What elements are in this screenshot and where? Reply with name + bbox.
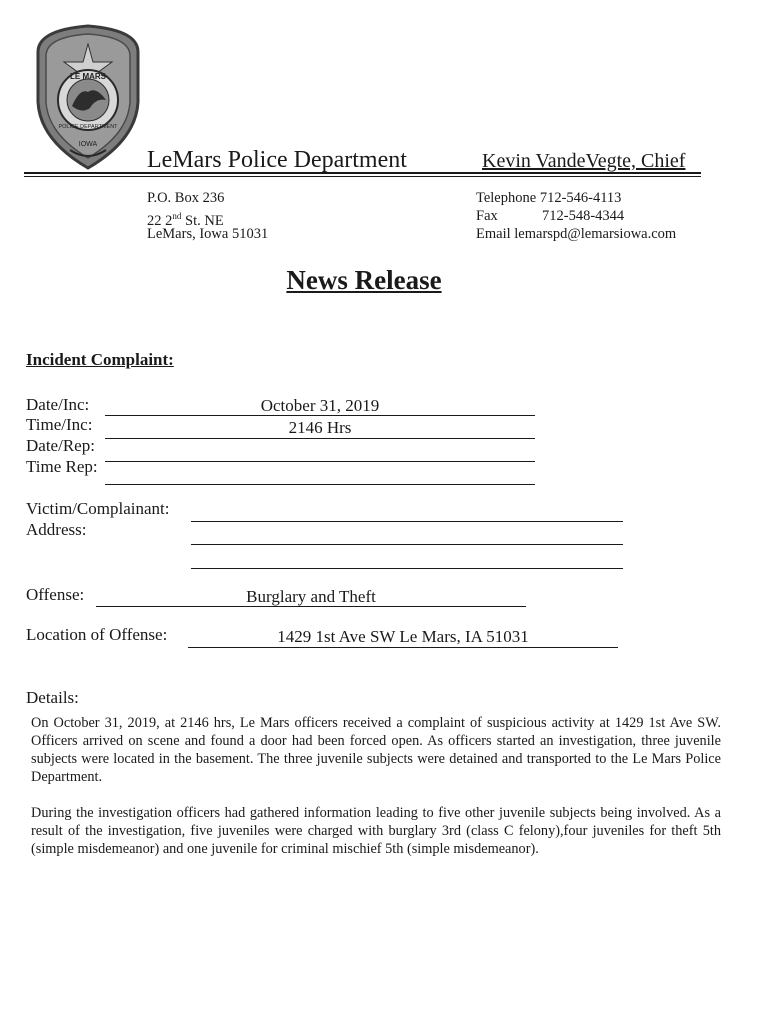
badge-top-text: LE MARS [70, 72, 106, 81]
time-rep-label: Time Rep: [26, 457, 98, 476]
offense-line [96, 606, 526, 607]
email-label: Email [476, 226, 511, 242]
victim-label: Victim/Complainant: [26, 499, 170, 518]
location-label: Location of Offense: [26, 625, 168, 644]
date-inc-value: October 31, 2019 [260, 396, 380, 415]
police-badge-logo [30, 22, 146, 172]
page-title: News Release [286, 265, 442, 295]
location-value: 1429 1st Ave SW Le Mars, IA 51031 [277, 627, 529, 646]
address-line-2: 22 2nd St. NE [147, 211, 224, 229]
chief-name: Kevin VandeVegte, Chief [482, 150, 686, 172]
address-line-3: LeMars, Iowa 51031 [147, 226, 269, 242]
address-line-b [191, 568, 623, 569]
victim-line [191, 521, 623, 522]
section-heading: Incident Complaint: [26, 350, 174, 369]
date-inc-line [105, 415, 535, 416]
fax-label: Fax [476, 208, 498, 224]
date-rep-line [105, 461, 535, 462]
email-line [476, 225, 676, 244]
telephone-line [476, 189, 621, 208]
address-line-1: P.O. Box 236 [147, 190, 225, 206]
fax-number: 712-548-4344 [542, 208, 625, 224]
badge-ring-text: POLICE DEPARTMENT [58, 124, 118, 130]
time-rep-line [105, 484, 535, 485]
telephone-number: 712-546-4113 [539, 190, 622, 206]
time-inc-label: Time/Inc: [26, 415, 93, 434]
offense-label: Offense: [26, 585, 85, 604]
department-name: LeMars Police Department [147, 147, 407, 173]
address-line-a [191, 544, 623, 545]
offense-value: Burglary and Theft [246, 587, 376, 606]
details-paragraph-2: During the investigation officers had gathered information leading to five other juvenile subjects being involved. As a result of the investigation, five juveniles were charged with burglary 3rd (class C felony),four juveniles for theft 5th (simple misdemeanor) and one juvenile for criminal mischief 5th (simple misdemeanor). [31, 805, 721, 857]
header-rule [24, 172, 701, 174]
badge-bottom-text: IOWA [78, 141, 98, 148]
telephone-label: Telephone [476, 190, 537, 206]
address-label: Address: [26, 520, 87, 539]
time-inc-value: 2146 Hrs [288, 418, 352, 437]
details-heading: Details: [26, 688, 79, 707]
details-paragraph-1: On October 31, 2019, at 2146 hrs, Le Mars officers received a complaint of suspicious activity at 1429 1st Ave SW. Officers arrived on scene and found a door had been forced open. As officers started an investigation, three juvenile subjects were located in the basement. The three juvenile subjects were detained and transported to the Le Mars Police Department. [31, 715, 721, 785]
email-address: lemarspd@lemarsiowa.com [514, 226, 677, 242]
date-inc-label: Date/Inc: [26, 395, 90, 414]
header-rule-thin [24, 176, 701, 177]
fax-line [476, 207, 624, 226]
time-inc-line [105, 438, 535, 439]
location-line [188, 647, 618, 648]
date-rep-label: Date/Rep: [26, 436, 95, 455]
